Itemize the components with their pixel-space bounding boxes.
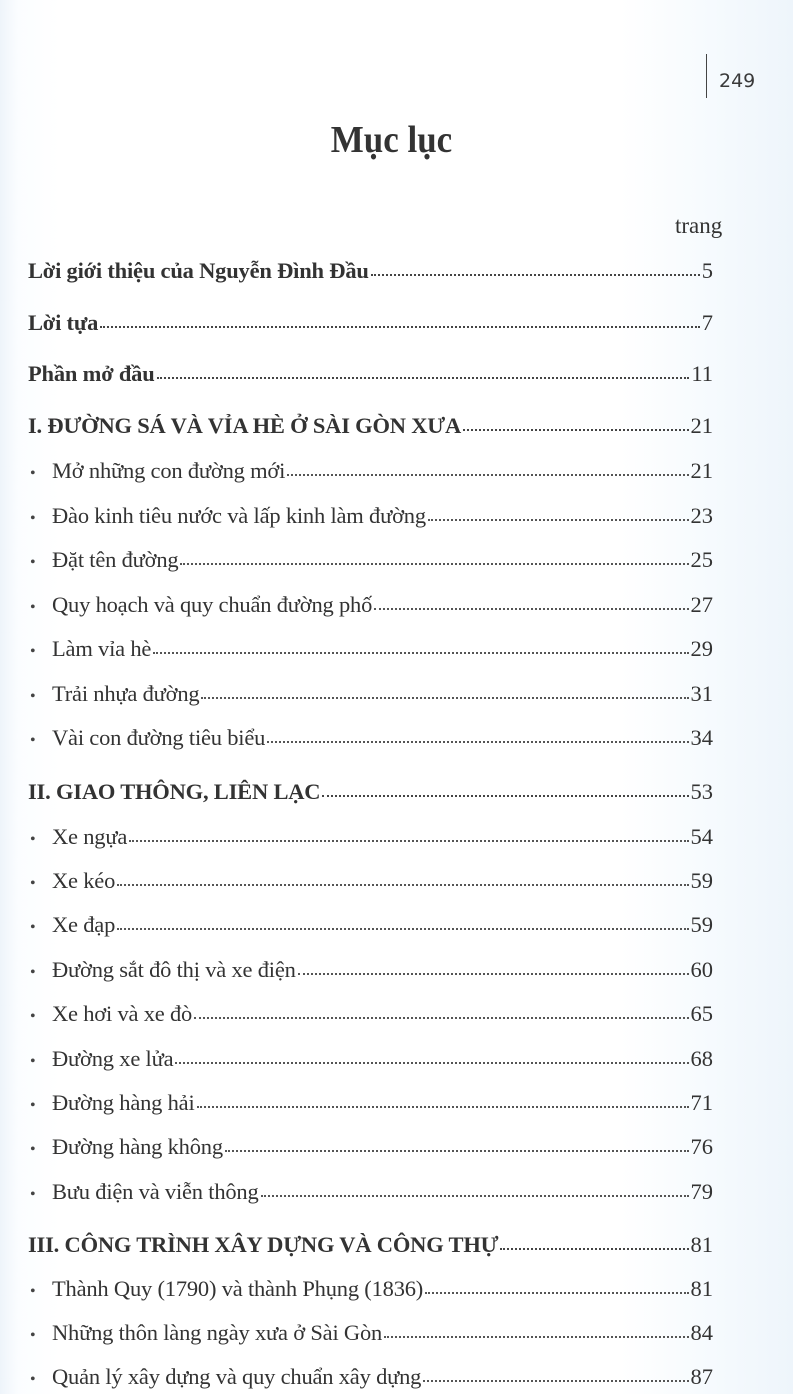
dot-leader (194, 1001, 688, 1021)
dot-leader (153, 636, 688, 656)
bullet-icon: • (30, 964, 36, 981)
toc-entry-label: Phần mở đầu (28, 361, 155, 386)
toc-chapter-heading[interactable] (28, 778, 713, 806)
toc-entry-label: Những thôn làng ngày xưa ở Sài Gòn (52, 1320, 383, 1345)
bullet-icon: • (30, 1097, 36, 1114)
toc-entry-label: Trải nhựa đường (52, 681, 200, 706)
toc-subentry[interactable] (28, 867, 713, 898)
bullet-icon: • (30, 1371, 36, 1388)
toc-entry-label: Bưu điện và viễn thông (52, 1179, 259, 1204)
dot-leader (423, 1364, 688, 1384)
bullet-icon: • (30, 1283, 36, 1300)
toc-subentry[interactable] (28, 546, 713, 577)
dot-leader (201, 681, 688, 701)
toc-entry-page: 76 (690, 1134, 713, 1159)
toc-entry-front-matter[interactable] (28, 257, 713, 285)
toc-subentry[interactable] (28, 1000, 713, 1031)
toc-subentry[interactable] (28, 680, 713, 711)
toc-entry-label: Xe hơi và xe đò (52, 1001, 193, 1026)
toc-entry-page: 71 (690, 1090, 713, 1115)
toc-entry-label: Quản lý xây dựng và quy chuẩn xây dựng (52, 1364, 422, 1389)
dot-leader (157, 361, 690, 381)
dot-leader (225, 1134, 689, 1154)
toc-entry-page: 25 (690, 547, 713, 572)
toc-entry-label: I. ĐƯỜNG SÁ VÀ VỈA HÈ Ở SÀI GÒN XƯA (28, 413, 462, 438)
dot-leader (175, 1046, 688, 1066)
dot-leader (117, 912, 688, 932)
dot-leader (261, 1179, 689, 1199)
page-number: 249 (719, 70, 756, 92)
toc-entry-page: 81 (690, 1276, 713, 1301)
dot-leader (197, 1090, 689, 1110)
toc-entry-label: Đường xe lửa (52, 1046, 174, 1071)
toc-entry-page: 68 (690, 1046, 713, 1071)
dot-leader (322, 779, 688, 799)
toc-entry-label: Xe kéo (52, 868, 116, 893)
dot-leader (117, 868, 688, 888)
toc-subentry[interactable] (28, 911, 713, 942)
dot-leader (425, 1276, 688, 1296)
toc-entry-label: Đường hàng không (52, 1134, 223, 1159)
dot-leader (298, 957, 689, 977)
toc-entry-page: 65 (690, 1001, 713, 1026)
bullet-icon: • (30, 1008, 36, 1025)
toc-entry-page: 7 (701, 310, 713, 335)
toc-subentry[interactable] (28, 1133, 713, 1164)
toc-entry-page: 27 (690, 592, 713, 617)
dot-leader (374, 592, 688, 612)
bullet-icon: • (30, 688, 36, 705)
bullet-icon: • (30, 599, 36, 616)
toc-entry-page: 31 (690, 681, 713, 706)
toc-entry-label: Đường hàng hải (52, 1090, 195, 1115)
toc-entry-page: 59 (690, 912, 713, 937)
dot-leader (371, 258, 700, 278)
toc-entry-page: 59 (690, 868, 713, 893)
toc-subentry[interactable] (28, 502, 713, 533)
toc-entry-label: Quy hoạch và quy chuẩn đường phố (52, 592, 373, 617)
toc-entry-label: Làm vỉa hè (52, 636, 152, 661)
bullet-icon: • (30, 732, 36, 749)
toc-entry-page: 53 (690, 779, 713, 804)
bullet-icon: • (30, 465, 36, 482)
toc-subentry[interactable] (28, 724, 713, 755)
toc-subentry[interactable] (28, 1363, 713, 1394)
toc-entry-label: Xe đạp (52, 912, 116, 937)
toc-entry-page: 23 (690, 503, 713, 528)
bullet-icon: • (30, 1186, 36, 1203)
bullet-icon: • (30, 1053, 36, 1070)
toc-subentry[interactable] (28, 1319, 713, 1350)
toc-entry-label: Đặt tên đường (52, 547, 179, 572)
toc-entry-label: Lời tựa (28, 310, 99, 335)
toc-entry-label: Đào kinh tiêu nước và lấp kinh làm đường (52, 503, 426, 528)
dot-leader (428, 503, 689, 523)
dot-leader (180, 547, 688, 567)
dot-leader (100, 310, 700, 330)
dot-leader (384, 1320, 688, 1340)
toc-entry-page: 5 (701, 258, 713, 283)
toc-entry-label: Vài con đường tiêu biểu (52, 725, 266, 750)
toc-entry-label: Xe ngựa (52, 824, 128, 849)
page-title: Mục lục (330, 119, 453, 161)
page-header-rule (706, 54, 707, 98)
toc-entry-page: 87 (690, 1364, 713, 1389)
toc-subentry[interactable] (28, 591, 713, 622)
toc-subentry[interactable] (28, 1275, 713, 1306)
toc-entry-label: Đường sắt đô thị và xe điện (52, 957, 296, 982)
toc-entry-page: 21 (690, 413, 713, 438)
toc-entry-front-matter[interactable] (28, 360, 713, 388)
toc-subentry[interactable] (28, 1089, 713, 1120)
toc-entry-page: 11 (691, 361, 713, 386)
bullet-icon: • (30, 919, 36, 936)
bullet-icon: • (30, 1141, 36, 1158)
dot-leader (463, 413, 688, 433)
bullet-icon: • (30, 1327, 36, 1344)
dot-leader (129, 824, 688, 844)
toc-chapter-heading[interactable] (28, 1231, 713, 1259)
toc-entry-page: 29 (690, 636, 713, 661)
toc-subentry[interactable] (28, 823, 713, 854)
toc-entry-page: 79 (690, 1179, 713, 1204)
toc-entry-page: 84 (690, 1320, 713, 1345)
dot-leader (287, 458, 688, 478)
bullet-icon: • (30, 643, 36, 660)
bullet-icon: • (30, 831, 36, 848)
toc-entry-label: II. GIAO THÔNG, LIÊN LẠC (28, 779, 321, 804)
toc-chapter-heading[interactable] (28, 412, 713, 440)
toc-entry-page: 54 (690, 824, 713, 849)
dot-leader (500, 1232, 688, 1252)
toc-entry-front-matter[interactable] (28, 309, 713, 337)
toc-entry-page: 81 (690, 1232, 713, 1257)
toc-entry-label: III. CÔNG TRÌNH XÂY DỰNG VÀ CÔNG THỰ (28, 1232, 499, 1257)
toc-entry-label: Mở những con đường mới (52, 458, 286, 483)
bullet-icon: • (30, 875, 36, 892)
toc-entry-label: Lời giới thiệu của Nguyễn Đình Đầu (28, 258, 369, 283)
page-column-label: trang (675, 213, 723, 238)
toc-entry-page: 21 (690, 458, 713, 483)
toc-subentry[interactable] (28, 956, 713, 987)
bullet-icon: • (30, 554, 36, 571)
toc-entry-label: Thành Quy (1790) và thành Phụng (1836) (52, 1276, 424, 1301)
bullet-icon: • (30, 510, 36, 527)
toc-subentry[interactable] (28, 457, 713, 488)
toc-entry-page: 34 (690, 725, 713, 750)
toc-subentry[interactable] (28, 635, 713, 666)
toc-entry-page: 60 (690, 957, 713, 982)
toc-subentry[interactable] (28, 1178, 713, 1209)
dot-leader (267, 725, 688, 745)
toc-subentry[interactable] (28, 1045, 713, 1076)
